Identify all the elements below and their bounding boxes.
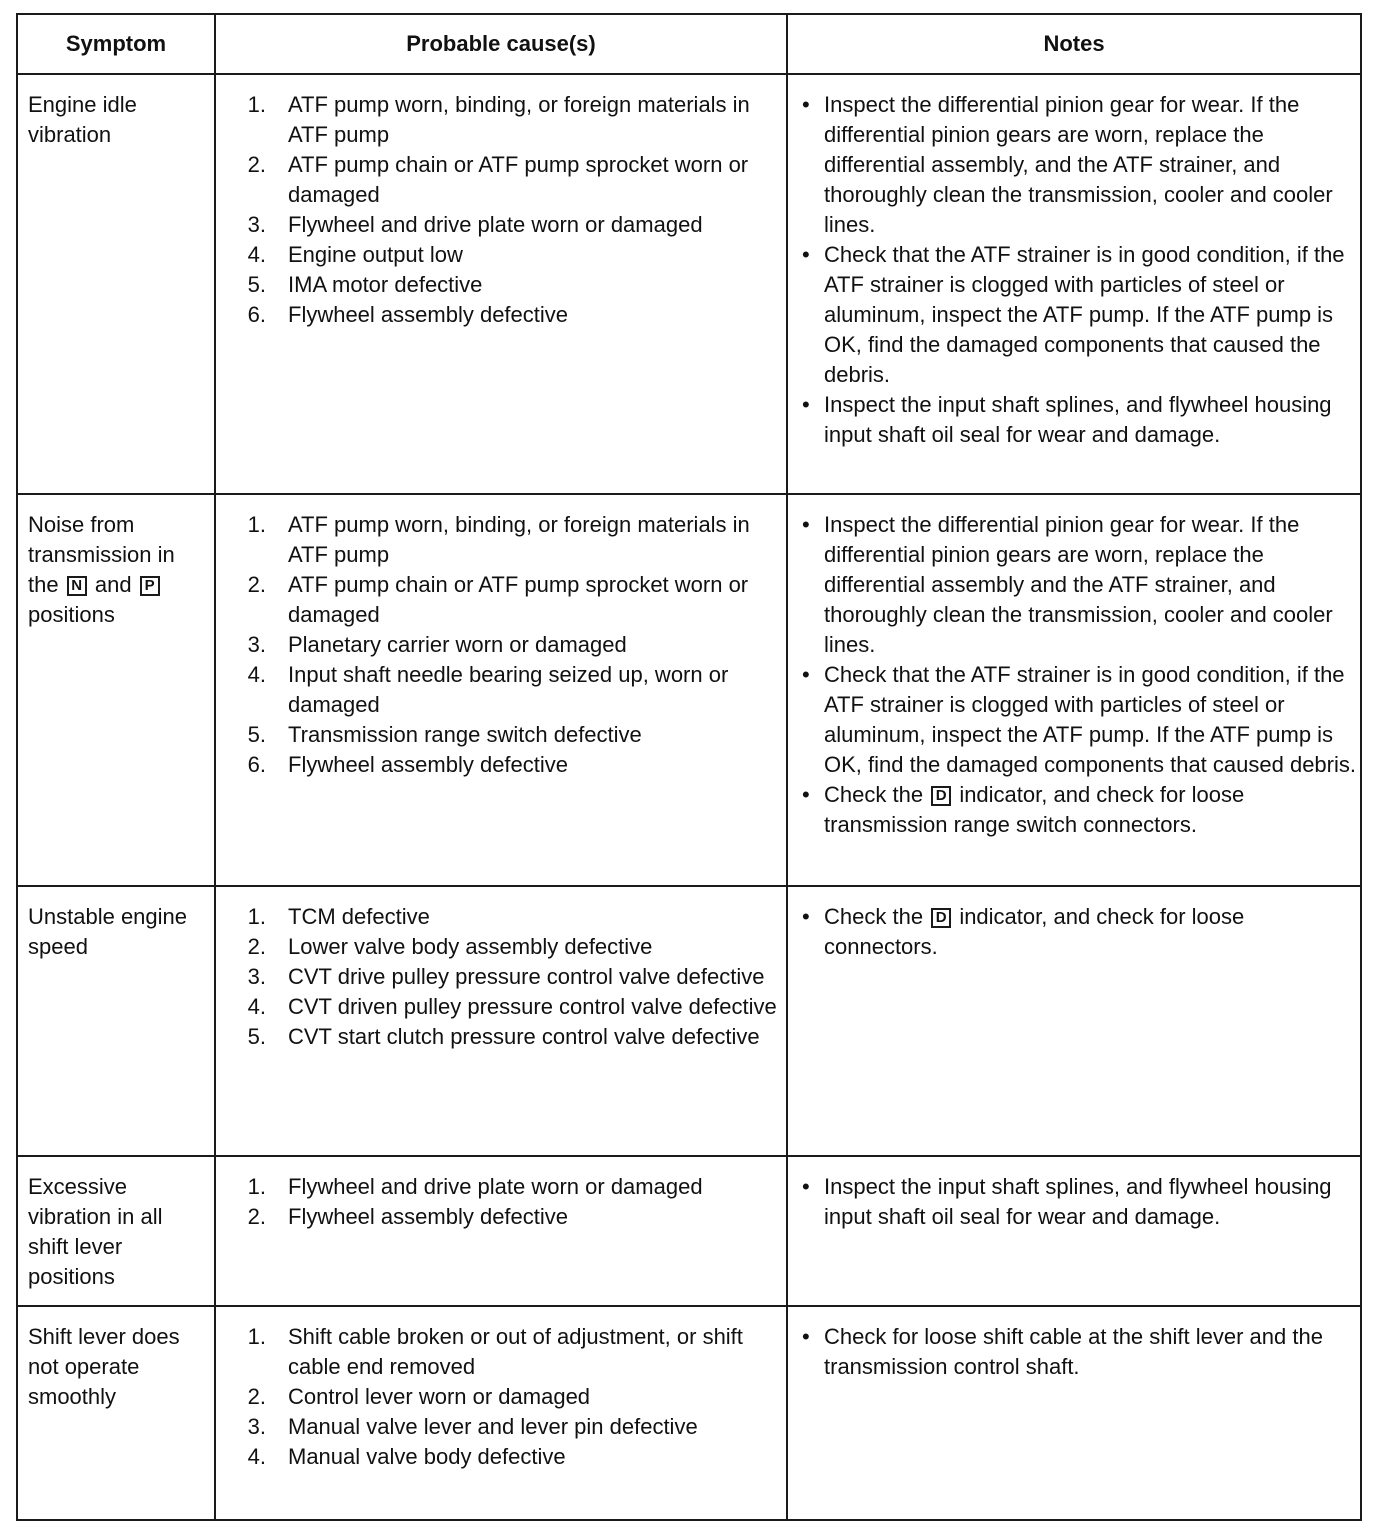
table-row: [17, 1156, 1361, 1306]
cause-item: [216, 510, 782, 570]
cause-number: 2.: [247, 572, 266, 597]
cause-number: 6.: [247, 752, 266, 777]
note-text: Inspect the differential pinion gear for wear. If the differential pinion gears are worn, replace the differential assembly, and the ATF strainer, and thoroughly clean the transmission, cooler and cooler lines.: [824, 92, 1333, 237]
causes-cell: [215, 1306, 787, 1520]
cause-number: 1.: [247, 512, 266, 537]
cause-text: Flywheel assembly defective: [288, 752, 569, 777]
symptom-cell: Excessive vibration in all shift lever positions: [17, 1156, 215, 1306]
drive-indicator-icon: D: [931, 908, 951, 928]
cause-item: [216, 962, 782, 992]
cause-number: 4.: [247, 994, 266, 1019]
bullet-icon: •: [802, 782, 810, 807]
note-item: [802, 390, 1356, 450]
notes-cell: [787, 1306, 1361, 1520]
cause-item: [216, 300, 782, 330]
header-notes: Notes: [787, 14, 1361, 74]
cause-text: TCM defective: [288, 904, 430, 929]
cause-item: [216, 1172, 782, 1202]
header-symptom: Symptom: [17, 14, 215, 74]
cause-item: [216, 932, 782, 962]
table-row: [17, 1306, 1361, 1520]
note-item: [802, 902, 1356, 962]
cause-text: ATF pump worn, binding, or foreign materials in ATF pump: [288, 512, 750, 567]
symptom-text: positions: [28, 602, 115, 627]
cause-text: Manual valve lever and lever pin defective: [288, 1414, 698, 1439]
cause-number: 2.: [247, 1204, 266, 1229]
cause-text: Shift cable broken or out of adjustment, or shift cable end removed: [288, 1324, 743, 1379]
note-text-part: indicator, and check for loose transmission range switch connectors.: [824, 782, 1245, 837]
cause-item: [216, 750, 782, 780]
cause-text: Lower valve body assembly defective: [288, 934, 653, 959]
cause-list: [216, 902, 782, 1052]
cause-list: [216, 90, 782, 330]
notes-cell: [787, 1156, 1361, 1306]
symptom-cell: [17, 494, 215, 886]
bullet-icon: •: [802, 662, 810, 687]
cause-number: 2.: [247, 1384, 266, 1409]
note-item: [802, 780, 1356, 840]
bullet-icon: •: [802, 904, 810, 929]
note-list: [802, 1172, 1356, 1232]
cause-text: Engine output low: [288, 242, 463, 267]
note-item: [802, 90, 1356, 240]
notes-cell: [787, 74, 1361, 494]
note-list: [802, 902, 1356, 962]
cause-text: CVT driven pulley pressure control valve defective: [288, 994, 777, 1019]
note-text: Inspect the input shaft splines, and flywheel housing input shaft oil seal for wear and damage.: [824, 392, 1332, 447]
cause-text: Flywheel assembly defective: [288, 302, 569, 327]
cause-item: [216, 240, 782, 270]
table-row: [17, 74, 1361, 494]
header-probable-causes: Probable cause(s): [215, 14, 787, 74]
cause-text: Flywheel assembly defective: [288, 1204, 569, 1229]
cause-item: [216, 90, 782, 150]
cause-number: 3.: [247, 1414, 266, 1439]
symptom-text: and: [94, 572, 132, 597]
bullet-icon: •: [802, 512, 810, 537]
cause-number: 4.: [247, 242, 266, 267]
notes-cell: [787, 494, 1361, 886]
cause-text: CVT start clutch pressure control valve defective: [288, 1024, 760, 1049]
bullet-icon: •: [802, 242, 810, 267]
cause-text: IMA motor defective: [288, 272, 483, 297]
causes-cell: [215, 74, 787, 494]
cause-text: ATF pump chain or ATF pump sprocket worn or damaged: [288, 152, 749, 207]
cause-text: Planetary carrier worn or damaged: [288, 632, 627, 657]
note-item: [802, 1322, 1356, 1382]
cause-text: CVT drive pulley pressure control valve defective: [288, 964, 765, 989]
note-text: [824, 780, 1356, 840]
cause-number: 1.: [247, 1174, 266, 1199]
note-list: [802, 90, 1356, 450]
cause-item: [216, 1202, 782, 1232]
cause-number: 2.: [247, 934, 266, 959]
cause-item: [216, 570, 782, 630]
cause-item: [216, 1412, 782, 1442]
cause-number: 3.: [247, 964, 266, 989]
cause-text: Manual valve body defective: [288, 1444, 566, 1469]
cause-item: [216, 270, 782, 300]
cause-list: [216, 510, 782, 780]
drive-indicator-icon: D: [931, 786, 951, 806]
table-row: [17, 886, 1361, 1156]
bullet-icon: •: [802, 392, 810, 417]
note-text-part: Check the: [824, 782, 924, 807]
note-text: Inspect the differential pinion gear for wear. If the differential pinion gears are worn, replace the differential assembly and the ATF strainer, and thoroughly clean the transmission, cooler and cooler lines.: [824, 512, 1333, 657]
symptom-text: Noise from transmission in the: [28, 512, 175, 597]
note-text: Check that the ATF strainer is in good condition, if the ATF strainer is clogged with particles of steel or aluminum, inspect the ATF pump. If the ATF pump is OK, find the damaged components that caused the debris.: [824, 242, 1345, 387]
cause-item: [216, 660, 782, 720]
note-list: [802, 510, 1356, 840]
cause-item: [216, 630, 782, 660]
cause-item: [216, 210, 782, 240]
notes-cell: [787, 886, 1361, 1156]
bullet-icon: •: [802, 1324, 810, 1349]
cause-number: 1.: [247, 1324, 266, 1349]
park-position-icon: P: [140, 576, 160, 596]
neutral-position-icon: N: [67, 576, 87, 596]
troubleshooting-table: [16, 13, 1362, 1521]
cause-item: [216, 1382, 782, 1412]
note-item: [802, 510, 1356, 660]
causes-cell: [215, 494, 787, 886]
cause-number: 1.: [247, 904, 266, 929]
cause-number: 5.: [247, 722, 266, 747]
note-item: [802, 660, 1356, 780]
cause-item: [216, 720, 782, 750]
cause-text: ATF pump chain or ATF pump sprocket worn or damaged: [288, 572, 749, 627]
cause-text: Transmission range switch defective: [288, 722, 642, 747]
cause-number: 4.: [247, 1444, 266, 1469]
cause-item: [216, 1322, 782, 1382]
symptom-cell: Unstable engine speed: [17, 886, 215, 1156]
table-row: [17, 494, 1361, 886]
bullet-icon: •: [802, 92, 810, 117]
note-text: Check that the ATF strainer is in good condition, if the ATF strainer is clogged with particles of steel or aluminum, inspect the ATF pump. If the ATF pump is OK, find the damaged components that caused debris.: [824, 662, 1356, 777]
note-text-part: Check the: [824, 904, 924, 929]
cause-text: Flywheel and drive plate worn or damaged: [288, 1174, 703, 1199]
cause-number: 5.: [247, 1024, 266, 1049]
cause-number: 4.: [247, 662, 266, 687]
cause-text: Input shaft needle bearing seized up, worn or damaged: [288, 662, 729, 717]
cause-item: [216, 992, 782, 1022]
cause-item: [216, 1022, 782, 1052]
note-text: Inspect the input shaft splines, and flywheel housing input shaft oil seal for wear and damage.: [824, 1174, 1332, 1229]
cause-list: [216, 1172, 782, 1232]
cause-number: 3.: [247, 212, 266, 237]
cause-number: 1.: [247, 92, 266, 117]
cause-text: Flywheel and drive plate worn or damaged: [288, 212, 703, 237]
cause-item: [216, 902, 782, 932]
cause-number: 3.: [247, 632, 266, 657]
symptom-cell: Engine idle vibration: [17, 74, 215, 494]
cause-number: 5.: [247, 272, 266, 297]
cause-list: [216, 1322, 782, 1472]
cause-number: 2.: [247, 152, 266, 177]
cause-item: [216, 1442, 782, 1472]
causes-cell: [215, 886, 787, 1156]
note-item: [802, 240, 1356, 390]
note-item: [802, 1172, 1356, 1232]
note-text: Check for loose shift cable at the shift lever and the transmission control shaft.: [824, 1324, 1323, 1379]
causes-cell: [215, 1156, 787, 1306]
symptom-cell: Shift lever does not operate smoothly: [17, 1306, 215, 1520]
cause-number: 6.: [247, 302, 266, 327]
cause-text: Control lever worn or damaged: [288, 1384, 591, 1409]
note-list: [802, 1322, 1356, 1382]
bullet-icon: •: [802, 1174, 810, 1199]
note-text-part: indicator, and check for loose connectors.: [824, 904, 1245, 959]
header-row: [17, 14, 1361, 74]
cause-item: [216, 150, 782, 210]
cause-text: ATF pump worn, binding, or foreign materials in ATF pump: [288, 92, 750, 147]
note-text: [824, 902, 1356, 962]
